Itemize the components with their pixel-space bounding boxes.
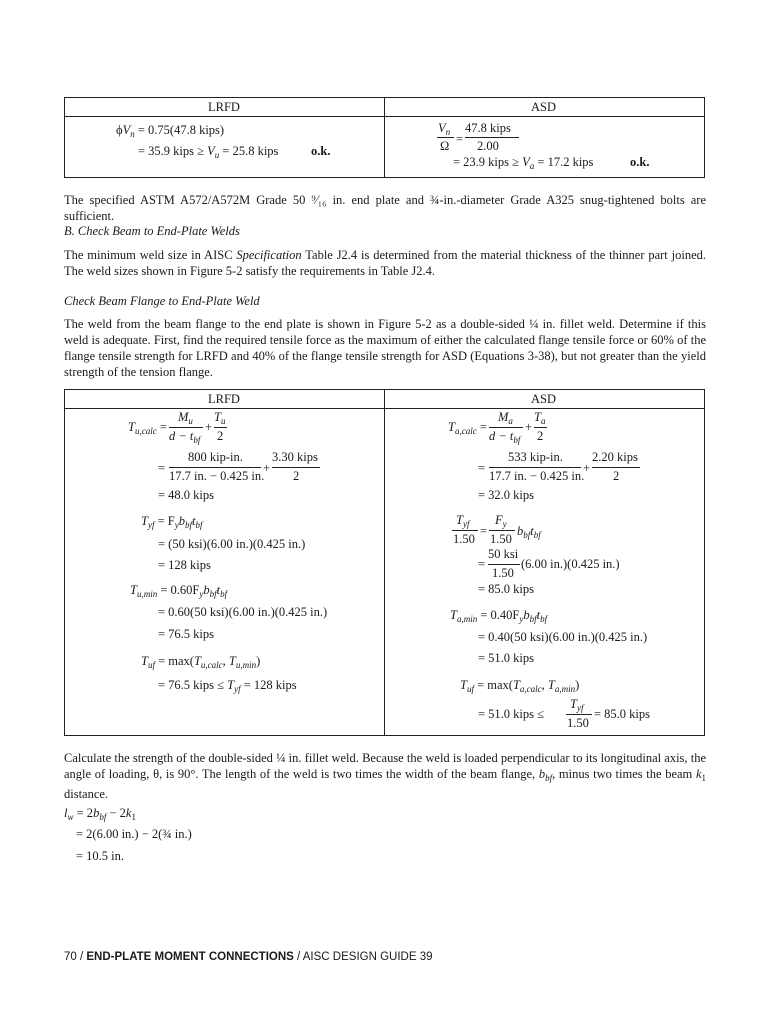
asd-ta-min-equation: $T_{a,min} = 0.40F_yb_{bf}t_{bf}$ [450,608,548,624]
section-heading-b: B. Check Beam to End-Plate Welds [64,224,240,238]
asd-tyf-result: = 85.0 kips [478,582,535,596]
paragraph-minimum-weld-size: The minimum weld size in AISC Specification Table J2.4 is determined from the material thickness of the thinner part joined. The weld sizes shown in Figure 5-2 satisfy the requirements in Table J2.4. [64,248,706,278]
asd-equals: = [456,132,464,146]
asd-ta-over-2-fraction: $T_a$ 2 [534,410,546,443]
asd-vn-result: = 23.9 kips ≥ $V_a = 17.2$ kips [453,155,594,171]
asd-axial-fraction: 2.20 kips 2 [592,450,640,484]
asd-ta-min-result: = 51.0 kips [478,651,535,665]
lrfd-tyf-substitution: = (50 ksi)(6.00 in.)(0.425 in.) [158,537,306,551]
asd-plus-2: + [583,461,591,475]
lrfd-ok-label: o.k. [311,144,331,158]
asd-fy-value-fraction: 50 ksi 1.50 [488,547,519,580]
asd-equals-2: = [478,461,486,475]
lrfd-axial-fraction: 3.30 kips 2 [272,450,320,484]
asd-ta-min-substitution: = 0.40(50 ksi)(6.00 in.)(0.425 in.) [478,630,648,644]
asd-fy-value-rhs: (6.00 in.)(0.425 in.) [521,557,620,571]
lrfd-tu-calc-result: = 48.0 kips [158,488,215,502]
asd-tyf-limit-fraction: $T_{yf}$ 1.50 [566,697,592,731]
weld-length-equation: $l_w = 2b_{bf} - 2k_1$ [64,806,136,822]
asd-equals-4: = [478,557,486,571]
lrfd-tu-calc-label: $T_{u,calc}$ = [128,420,167,436]
lrfd-tyf-result: = 128 kips [158,558,211,572]
asd-equals-3: = [480,524,488,538]
asd-moment-fraction: 533 kip-in. 17.7 in. − 0.425 in. [489,450,585,483]
lrfd-tuf-result: = 76.5 kips ≤ $T_{yf} = 128$ kips [158,678,297,694]
table-1-column-divider [384,97,385,178]
paragraph-end-plate-sufficient: The specified ASTM A572/A572M Grade 50 ⁹⁄₁₆ in. end plate and ¾-in.-diameter Grade A325 snug-tightened bolts are sufficient. [64,193,706,223]
lrfd-tuf-equation: $T_{uf} = \max(T_{u,calc}$, $T_{u,min}$) [141,654,261,670]
lrfd-tu-over-2-fraction: $T_u$ 2 [214,410,226,443]
lrfd-mu-over-d-fraction: $M_u$ $d - t_{bf}$ [169,410,203,444]
asd-tuf-equation: $T_{uf} = \max(T_{a,calc}$, $T_{a,min}$) [460,678,580,694]
lrfd-tu-min-substitution: = 0.60(50 ksi)(6.00 in.)(0.425 in.) [158,605,328,619]
asd-tuf-result-rhs: = 85.0 kips [594,707,651,721]
table-2-lrfd-header: LRFD [208,392,240,406]
paragraph-weld-strength: Calculate the strength of the double-sided ¼ in. fillet weld. Because the weld is loaded perpendicular to its longitudinal axis, the angle of loading, θ, is 90°. The length of the weld is two times the width of the beam flange, $b_{bf}$, minus two times the beam $k_1$ distance. [64,751,706,801]
table-2-asd-header: ASD [531,392,557,406]
asd-ma-over-d-fraction: $M_a$ $d - t_{bf}$ [489,410,523,444]
asd-ta-calc-label: $T_{a,calc}$ = [448,420,487,436]
table-1-lrfd-header: LRFD [208,100,240,114]
asd-tyf-over-omega: $T_{yf}$ 1.50 [452,513,478,547]
table-2-column-divider [384,389,385,736]
lrfd-moment-fraction: 800 kip-in. 17.7 in. − 0.425 in. [169,450,265,483]
lrfd-equals-2: = [158,461,166,475]
publication-title: AISC DESIGN GUIDE 39 [302,951,433,963]
phi-symbol: ϕ [116,123,123,137]
table-1-asd-header: ASD [531,100,557,114]
page-number: 70 / [64,951,87,963]
asd-plus-1: + [525,420,533,434]
page-footer: 70 / END-PLATE MOMENT CONNECTIONS / AISC DESIGN GUIDE 39 [64,951,433,963]
lrfd-vn-result: = 35.9 kips ≥ $V_u = 25.8$ kips [138,144,279,160]
paragraph-flange-weld-description: The weld from the beam flange to the end plate is shown in Figure 5-2 as a double-sided ¼ in. fillet weld. Determine if this weld is adequate. First, find the required tensile force as the maximum of either the calculated flange tensile force or 60% of the flange tensile strength for LRFD and 40% of the flange tensile strength for ASD (Equations 3-38), but not greater than the yield strength of the tension flange. [64,317,706,379]
lrfd-plus-1: + [205,420,213,434]
asd-ta-calc-result: = 32.0 kips [478,488,535,502]
asd-fy-over-omega: $F_y$ 1.50 [489,513,515,547]
weld-length-substitution: = 2(6.00 in.) − 2(¾ in.) [76,827,192,841]
asd-vn-fraction: 47.8 kips 2.00 [465,121,519,153]
lrfd-tu-min-equation: $T_{u,min} = 0.60F_yb_{bf}t_{bf}$ [130,583,228,599]
lrfd-plus-2: + [263,461,271,475]
chapter-title: END-PLATE MOMENT CONNECTIONS [86,951,294,963]
subsection-heading-flange-weld: Check Beam Flange to End-Plate Weld [64,294,260,308]
asd-ok-label: o.k. [630,155,650,169]
asd-vn-over-omega: $V_n$ Ω [437,121,455,153]
asd-fy-rhs: $b_{bf}t_{bf}$ [517,524,541,540]
asd-tuf-result-lhs: = 51.0 kips ≤ [478,707,544,721]
lrfd-tyf-equation: $T_{yf} = F_yb_{bf}t_{bf}$ [141,514,203,530]
weld-length-result: = 10.5 in. [76,849,125,863]
lrfd-tu-min-result: = 76.5 kips [158,627,215,641]
lrfd-phi-vn-equation: $\phi V_n = 0.75(47.8$ kips) [116,123,225,139]
